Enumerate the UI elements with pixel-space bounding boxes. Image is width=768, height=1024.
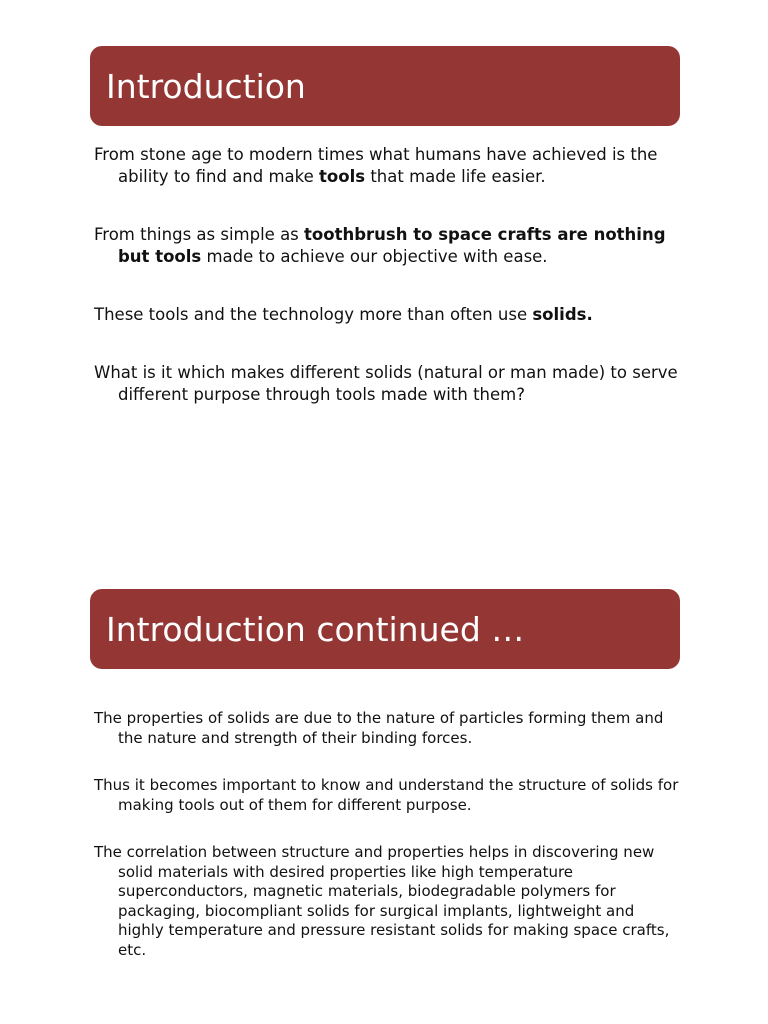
slide-introduction-continued bbox=[90, 589, 680, 988]
paragraph-toothbrush bbox=[94, 224, 684, 268]
paragraph-structure: Thus it becomes important to know and understand the structure of solids for making tools out of them for different purpose. bbox=[94, 776, 679, 814]
slide-title-bar bbox=[90, 589, 680, 669]
slide-title: Introduction continued … bbox=[106, 609, 525, 649]
slide-body bbox=[94, 709, 684, 960]
text: made to achieve our objective with ease. bbox=[201, 247, 548, 266]
text: From things as simple as bbox=[94, 225, 305, 244]
slide-introduction bbox=[90, 46, 680, 406]
slide-title: Introduction bbox=[106, 66, 306, 106]
text: These tools and the technology more than often use bbox=[94, 305, 533, 324]
slide-title-bar bbox=[90, 46, 680, 126]
text: From stone age to modern times what humans have achieved is the ability to find and make bbox=[94, 145, 658, 186]
slide-body bbox=[94, 144, 684, 406]
paragraph-correlation: The correlation between structure and properties helps in discovering new solid materials with desired properties like high temperature superconductors, magnetic materials, biodegradable polymers for packaging, biocompliant solids for surgical implants, lightweight and highly temperature and pressure resistant solids for making space crafts, etc. bbox=[94, 843, 670, 959]
text: that made life easier. bbox=[365, 167, 546, 186]
paragraph-tools bbox=[94, 144, 684, 188]
paragraph-solids bbox=[94, 304, 684, 326]
paragraph-properties: The properties of solids are due to the nature of particles forming them and the nature and strength of their binding forces. bbox=[94, 709, 664, 747]
bold-text: toothbrush to space crafts are nothing but tools bbox=[118, 225, 666, 266]
bold-text: solids. bbox=[532, 305, 593, 324]
bold-text: tools bbox=[319, 167, 366, 186]
paragraph-question: What is it which makes different solids (natural or man made) to serve different purpose through tools made with them? bbox=[94, 363, 678, 404]
